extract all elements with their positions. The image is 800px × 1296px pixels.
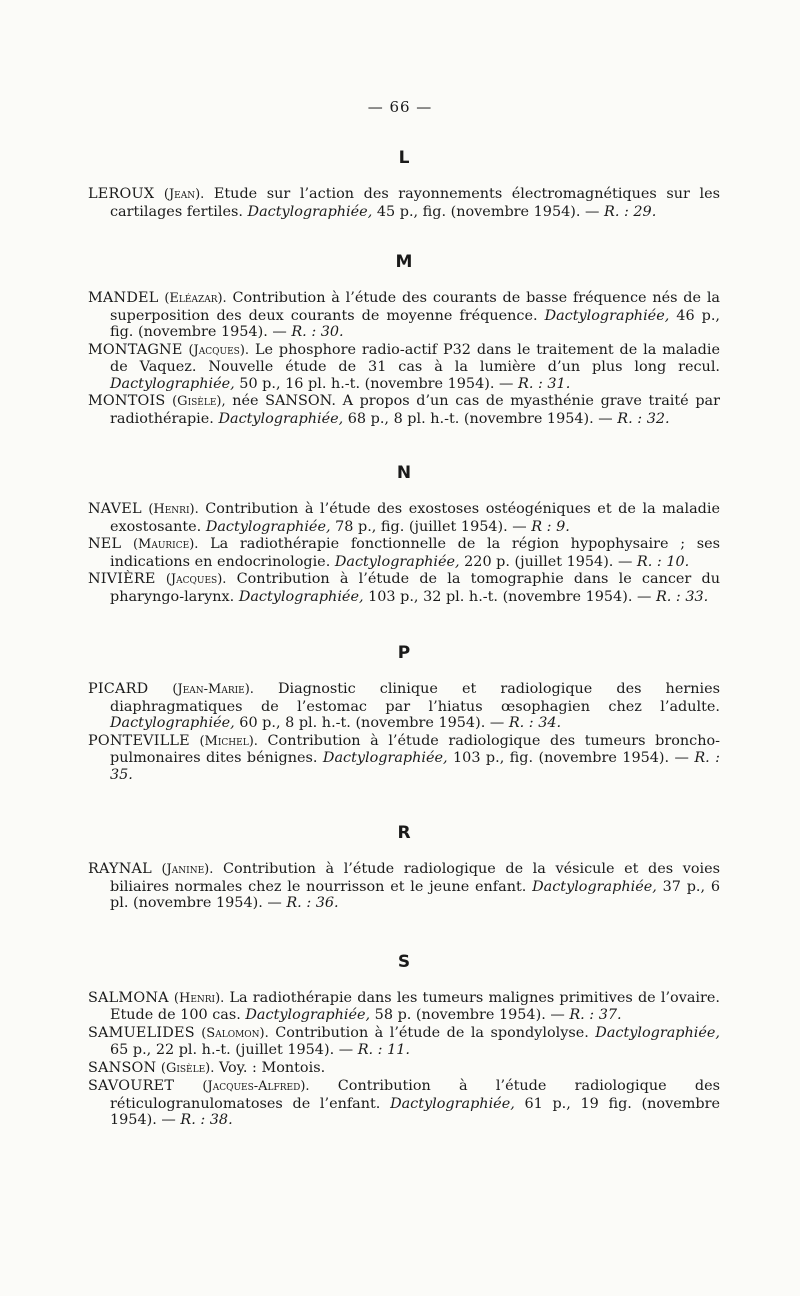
entry bbox=[88, 342, 720, 393]
entry-journal: Dactylographiée, bbox=[218, 410, 344, 427]
entry-title: La radiothérapie fonctionnelle de la région hypophysaire ; ses indications en endocrinologie. bbox=[110, 536, 720, 570]
entry-given-name: (Gisèle), bbox=[172, 394, 226, 409]
entry-details: 103 p., 32 pl. h.-t. (novembre 1954). — bbox=[363, 588, 656, 605]
entry bbox=[88, 1025, 720, 1059]
entry-reference: R : 9. bbox=[531, 518, 570, 535]
entry-given-name: (Maurice). bbox=[132, 537, 199, 552]
entry-given-name: (Jacques-Alfred). bbox=[202, 1079, 310, 1094]
entry-given-name: (Henri). bbox=[148, 502, 199, 517]
entry bbox=[88, 290, 720, 341]
entry-given-name: (Henri). bbox=[173, 990, 225, 1006]
entry-surname: SAMUELIDES bbox=[88, 1024, 195, 1041]
entry-reference: R. : 30. bbox=[291, 324, 344, 340]
entry-given-name: (Michel). bbox=[199, 733, 258, 749]
entry-title: Le phosphore radio-actif P32 dans le traitement de la maladie de Vaquez. Nouvelle étude de 31 cas à la lumière d’un plus long recul. bbox=[110, 341, 720, 375]
entry-surname: SANSON bbox=[88, 1059, 157, 1076]
entry-given-name: (Jean). bbox=[163, 187, 205, 202]
entry-title: Diagnostic clinique et radiologique des hernies diaphragmatiques de l’estomac par l’hiatus œsophagien chez l’adulte. bbox=[110, 681, 720, 715]
entry-details: 68 p., 8 pl. h.-t. (novembre 1954). — bbox=[343, 410, 618, 427]
entry-given-name: (Jacques). bbox=[165, 572, 227, 587]
entry-reference: R. : 11. bbox=[357, 1042, 410, 1058]
entry bbox=[88, 186, 720, 220]
entry-reference: R. : 38. bbox=[180, 1112, 233, 1128]
entry-details: 37 p., 6 pl. (novembre 1954). — bbox=[110, 878, 720, 911]
entry-surname: SAVOURET bbox=[88, 1078, 175, 1094]
entry-surname: SALMONA bbox=[88, 989, 169, 1006]
entry-surname: LEROUX bbox=[88, 186, 155, 202]
entry bbox=[88, 990, 720, 1024]
entry-given-name: (Janine). bbox=[161, 862, 214, 877]
entry-reference: R. : 34. bbox=[508, 715, 562, 731]
entry-title: Contribution à l’étude de la tomographie dans le cancer du pharyngo-larynx. bbox=[110, 571, 720, 605]
entry-reference: R. : 29. bbox=[604, 203, 657, 220]
section-letter: N bbox=[396, 463, 412, 483]
entry-title: Etude sur l’action des rayonnements électromagnétiques sur les cartilages fertiles. bbox=[110, 186, 721, 220]
page-number: — 66 — bbox=[367, 98, 433, 116]
entry bbox=[88, 536, 720, 570]
section-p bbox=[88, 643, 720, 783]
entry-journal: Dactylographiée, bbox=[205, 518, 331, 535]
entry-surname: RAYNAL bbox=[88, 861, 152, 877]
entry bbox=[88, 571, 720, 605]
entry-reference: R. : 36. bbox=[286, 895, 339, 911]
entry-title: La radiothérapie dans les tumeurs malignes primitives de l’ovaire. Etude de 100 cas. bbox=[110, 989, 720, 1023]
entry-details: 103 p., fig. (novembre 1954). — bbox=[447, 750, 695, 766]
entry-title: née SANSON. A propos d’un cas de myasthénie grave traité par radiothérapie. bbox=[110, 393, 720, 427]
entry-reference: R. : 31. bbox=[517, 375, 571, 392]
entry-title: Voy. : Montois. bbox=[214, 1059, 326, 1076]
entry-title: Contribution à l’étude des exostoses ostéogéniques et de la maladie exostosante. bbox=[110, 501, 720, 535]
section-letter: P bbox=[397, 643, 411, 663]
entry-title: Contribution à l’étude radiologique des réticulogranulomatoses de l’enfant. bbox=[110, 1078, 721, 1112]
entry-surname: NIVIÈRE bbox=[88, 571, 156, 587]
section-r bbox=[88, 823, 720, 912]
entry bbox=[88, 1060, 720, 1078]
entry-journal: Dactylographiée, bbox=[245, 1007, 371, 1023]
entry-journal: Dactylographiée, bbox=[247, 203, 373, 220]
section-letter: R bbox=[397, 823, 411, 843]
entry-journal: Dactylographiée, bbox=[532, 878, 657, 895]
entry-reference: R. : 37. bbox=[569, 1007, 622, 1023]
entry-journal: Dactylographiée, bbox=[390, 1095, 515, 1112]
entry-surname: PONTEVILLE bbox=[88, 732, 190, 749]
entry bbox=[88, 681, 720, 732]
entry-journal: Dactylographiée, bbox=[110, 375, 235, 392]
entry-reference: R. : 33. bbox=[655, 588, 709, 605]
entry-details: 45 p., fig. (novembre 1954). — bbox=[372, 203, 604, 220]
entry-given-name: (Salomon). bbox=[201, 1025, 269, 1041]
entry-journal: Dactylographiée, bbox=[544, 307, 670, 324]
entry-given-name: (Jean-Marie). bbox=[172, 682, 254, 697]
entry-title: Contribution à l’étude des courants de basse fréquence nés de la superposition des deux courants de moyenne fréquence. bbox=[110, 290, 721, 324]
entry-title: Contribution à l’étude de la spondylolyse. bbox=[268, 1024, 596, 1041]
entry bbox=[88, 501, 720, 535]
entry bbox=[88, 1078, 720, 1129]
section-letter: L bbox=[398, 148, 410, 168]
entry bbox=[88, 733, 720, 784]
entry-surname: MONTAGNE bbox=[88, 341, 183, 358]
entry-reference: R. : 35. bbox=[110, 750, 720, 783]
entry-details: 220 p. (juillet 1954). — bbox=[459, 553, 637, 570]
entry-surname: MONTOIS bbox=[88, 393, 166, 409]
entry-journal: Dactylographiée, bbox=[110, 715, 235, 731]
bibliography-list bbox=[88, 148, 720, 1130]
entry-journal: Dactylographiée, bbox=[238, 588, 364, 605]
entry-details: 65 p., 22 pl. h.-t. (juillet 1954). — bbox=[110, 1042, 358, 1058]
entry-journal: Dactylographiée, bbox=[322, 750, 448, 766]
entry-surname: PICARD bbox=[88, 681, 149, 697]
entry-details: 58 p. (novembre 1954). — bbox=[370, 1007, 570, 1023]
section-letter: M bbox=[395, 252, 413, 272]
entry bbox=[88, 393, 720, 427]
section-l bbox=[88, 148, 720, 220]
entry-surname: NEL bbox=[88, 536, 122, 552]
section-s bbox=[88, 952, 720, 1129]
entry-given-name: (Eléazar). bbox=[164, 291, 227, 306]
section-letter: S bbox=[397, 951, 411, 972]
entry-title: Contribution à l’étude radiologique de la vésicule et des voies biliaires normales chez le nourrisson et le jeune enfant. bbox=[110, 861, 720, 895]
entry-journal: Dactylographiée, bbox=[595, 1024, 720, 1041]
entry-given-name: (Jacques). bbox=[188, 342, 250, 358]
entry-reference: R. : 32. bbox=[617, 410, 670, 427]
entry bbox=[88, 861, 720, 912]
entry-details: 61 p., 19 fig. (novembre 1954). — bbox=[110, 1095, 720, 1128]
entry-details: 78 p., fig. (juillet 1954). — bbox=[330, 518, 532, 535]
section-n bbox=[88, 463, 720, 605]
entry-title: Contribution à l’étude radiologique des tumeurs broncho-pulmonaires dites bénignes. bbox=[110, 732, 720, 766]
entry-journal: Dactylographiée, bbox=[334, 553, 460, 570]
section-m bbox=[88, 252, 720, 427]
entry-reference: R. : 10. bbox=[636, 553, 690, 570]
entry-given-name: (Gisèle). bbox=[160, 1060, 215, 1076]
entry-surname: NAVEL bbox=[88, 501, 142, 517]
entry-details: 46 p., fig. (novembre 1954). — bbox=[110, 307, 720, 340]
entry-details: 60 p., 8 pl. h.-t. (novembre 1954). — bbox=[234, 715, 509, 731]
entry-surname: MANDEL bbox=[88, 290, 159, 306]
entry-details: 50 p., 16 pl. h.-t. (novembre 1954). — bbox=[234, 375, 518, 392]
